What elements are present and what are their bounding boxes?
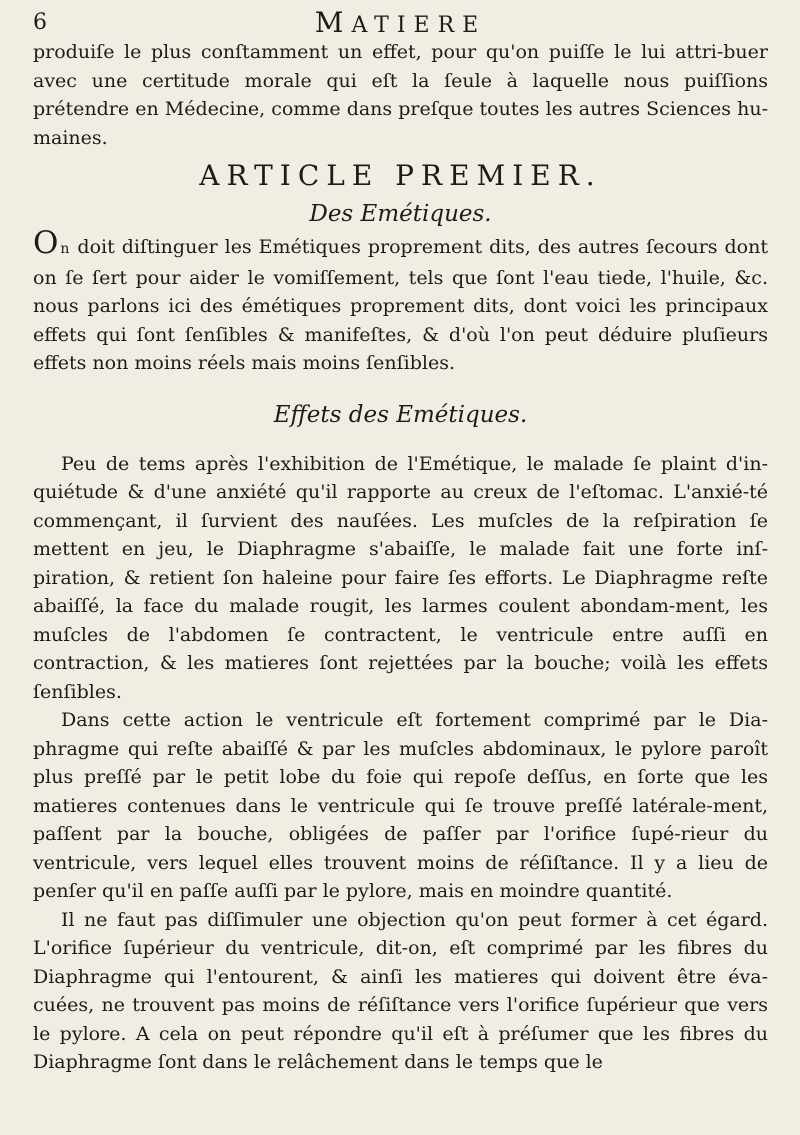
section-heading-emetiques: Des Emétiques. <box>309 201 492 227</box>
section-heading-effets: Effets des Emétiques. <box>273 401 528 428</box>
effects-paragraph-3: Il ne faut pas diſſimuler une objection qu'on peut former à cet égard. L'orifice ſupérieur du ventricule, dit-on, eſt comprimé par les fibres du Diaphragme qui l'entourent, & ainſi les matieres qui doivent être éva-cuées, ne trouvent pas moins de réſiſtance vers l'orifice ſupérieur que vers le pylore. A cela on peut répondre qu'il eſt à préſumer que les fibres du Diaphragme ſont dans le relâchement dans le temps que le <box>33 908 768 1073</box>
running-title-initial: M <box>314 6 352 39</box>
running-head <box>33 8 768 38</box>
intro-text: doit diſtinguer les Emétiques proprement dits, des autres ſecours dont on ſe ſert pour aider le vomiſſement, tels que ſont l'eau tiede, l'huile, &c. nous parlons ici des émétiques proprement dits, dont voici les principaux effets qui ſont ſenſibles & manifeſtes, & d'où l'on peut déduire pluſieurs effets non moins réels mais moins ſenſibles. <box>33 236 768 374</box>
intro-small-caps: n <box>60 241 71 257</box>
intro-paragraph <box>33 225 768 378</box>
drop-cap: O <box>33 225 59 261</box>
page-number: 6 <box>33 10 47 35</box>
running-title <box>33 8 768 41</box>
effects-paragraph-1: Peu de tems après l'exhibition de l'Emétique, le malade ſe plaint d'in-quiétude & d'une anxiété qu'il rapporte au creux de l'eſtomac. L'anxié-té commençant, il ſurvient des nauſées. Les muſcles de la reſpiration ſe mettent en jeu, le Diaphragme s'abaiſſe, le malade fait une forte inſ-piration, & retient ſon haleine pour faire ſes efforts. Le Diaphragme reſte abaiſſé, la face du malade rougit, les larmes coulent abondam-ment, les muſcles de l'abdomen ſe contractent, le ventricule entre auſſi en contraction, & les matieres ſont rejettées par la bouche; voilà les effets ſenſibles. <box>33 452 768 703</box>
running-title-rest: ATIERE <box>351 13 487 38</box>
article-heading: ARTICLE PREMIER. <box>199 159 602 192</box>
effects-paragraph-2: Dans cette action le ventricule eſt fortement comprimé par le Dia-phragme qui reſte abaiſſé & par les muſcles abdominaux, le pylore paroît plus preſſé par le petit lobe du foie qui repoſe deſſus, en ſorte que les matieres contenues dans le ventricule qui ſe trouve preſſé latérale-ment, paſſent par la bouche, obligées de paſſer par l'orifice ſupé-rieur du ventricule, vers lequel elles trouvent moins de réſiſtance. Il y a lieu de penſer qu'il en paſſe auſſi par le pylore, mais en moindre quantité. <box>33 709 768 902</box>
opening-paragraph: produiſe le plus conſtamment un effet, pour qu'on puiſſe le lui attri-buer avec une certitude morale qui eſt la ſeule à laquelle nous puiſſions prétendre en Médecine, comme dans preſque toutes les autres Sciences hu-maines. <box>33 41 768 149</box>
